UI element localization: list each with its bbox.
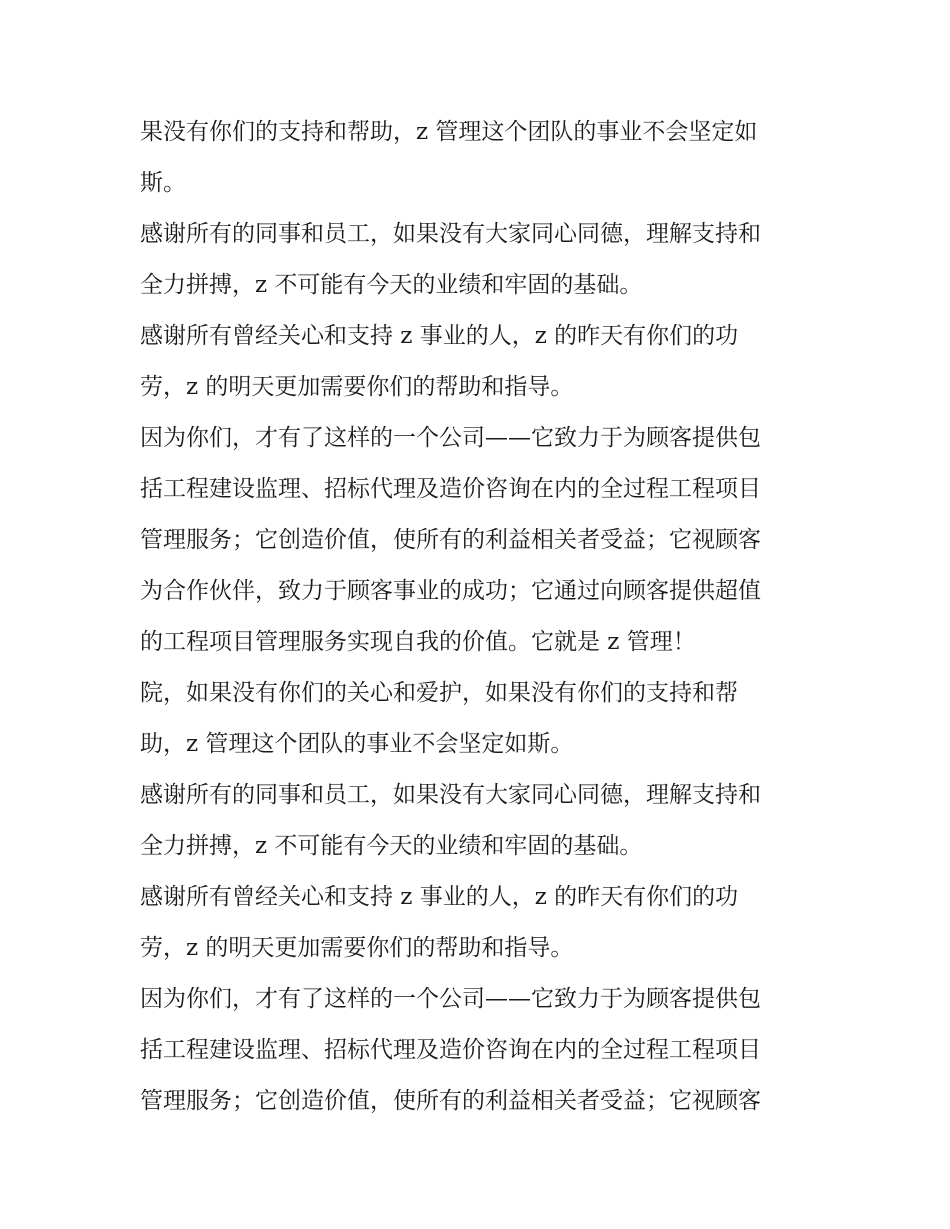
text-line: 管理服务；它创造价值，使所有的利益相关者受益；它视顾客: [140, 527, 761, 553]
text-line: 感谢所有的同事和员工，如果没有大家同心同德，理解支持和: [140, 221, 761, 247]
text-line: 的工程项目管理服务实现自我的价值。它就是 z 管理！: [140, 629, 696, 655]
text-line: 感谢所有曾经关心和支持 z 事业的人，z 的昨天有你们的功: [140, 884, 739, 910]
text-line: 因为你们，才有了这样的一个公司——它致力于为顾客提供包: [140, 425, 761, 451]
text-line: 括工程建设监理、招标代理及造价咨询在内的全过程工程项目: [140, 476, 761, 502]
text-line: 斯。: [140, 170, 186, 196]
text-line: 助，z 管理这个团队的事业不会坚定如斯。: [140, 731, 574, 757]
text-line: 全力拼搏，z 不可能有今天的业绩和牢固的基础。: [140, 272, 643, 298]
document-body: [140, 107, 820, 1127]
text-line: 感谢所有的同事和员工，如果没有大家同心同德，理解支持和: [140, 782, 761, 808]
text-line: 为合作伙伴，致力于顾客事业的成功；它通过向顾客提供超值: [140, 578, 761, 604]
text-line: 院，如果没有你们的关心和爱护，如果没有你们的支持和帮: [140, 680, 738, 706]
text-line: 果没有你们的支持和帮助，z 管理这个团队的事业不会坚定如: [140, 119, 758, 145]
text-line: 全力拼搏，z 不可能有今天的业绩和牢固的基础。: [140, 833, 643, 859]
text-line: 劳，z 的明天更加需要你们的帮助和指导。: [140, 374, 574, 400]
text-line: 括工程建设监理、招标代理及造价咨询在内的全过程工程项目: [140, 1037, 761, 1063]
text-line: 管理服务；它创造价值，使所有的利益相关者受益；它视顾客: [140, 1088, 761, 1114]
text-line: 感谢所有曾经关心和支持 z 事业的人，z 的昨天有你们的功: [140, 323, 739, 349]
text-line: 因为你们，才有了这样的一个公司——它致力于为顾客提供包: [140, 986, 761, 1012]
text-line: 劳，z 的明天更加需要你们的帮助和指导。: [140, 935, 574, 961]
